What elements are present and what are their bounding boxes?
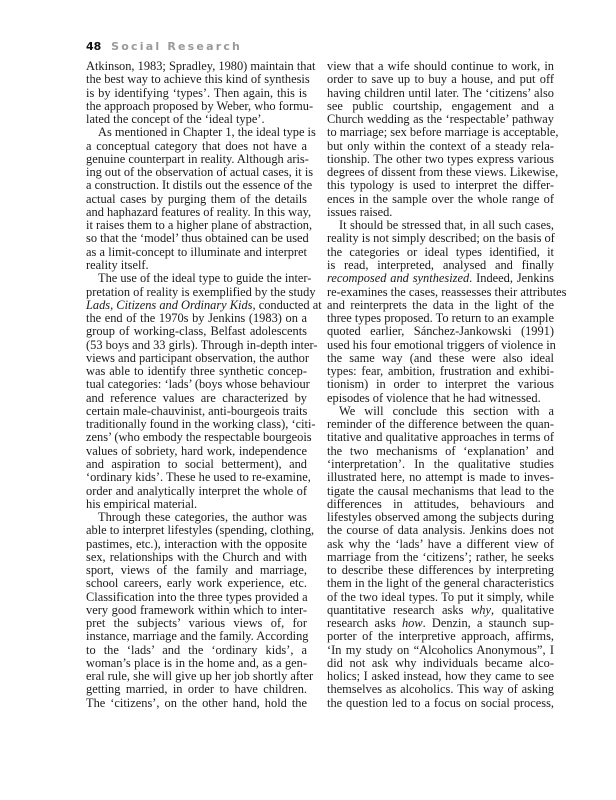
- text-line: was able to identify three synthetic concep-: [86, 364, 307, 379]
- text-line: Atkinson, 1983; Spradley, 1980) maintain that: [86, 59, 316, 73]
- text-line: view that a wife should continue to work, in: [327, 59, 554, 73]
- running-header: [86, 40, 242, 53]
- text-segment: , qualitative: [490, 602, 554, 617]
- text-line: Church wedding as the ‘respectable’ pathway: [327, 112, 554, 127]
- text-line: We will conclude this section with a: [339, 403, 554, 418]
- text-line: instance, marriage and the family. According: [86, 629, 309, 644]
- text-line: lated the concept of the ‘ideal type’.: [86, 112, 265, 127]
- text-line: able to interpret lifestyles (spending, clothing,: [86, 523, 315, 538]
- text-line: to marriage; sex before marriage is acceptable,: [327, 125, 559, 140]
- text-line: did not ask why individuals became alco-: [327, 655, 554, 670]
- text-line: reminder of the difference between the quan-: [327, 417, 554, 432]
- text-line: ‘In my study on “Alcoholics Anonymous”, I: [327, 642, 554, 657]
- text-line: a conceptual category that does not have a: [86, 138, 307, 153]
- text-line: re-examines the cases, reassesses their attributes: [327, 284, 567, 299]
- text-line: certain male-chauvinist, anti-bourgeois traits: [86, 403, 308, 418]
- text-line: is by identifying ‘types’. Then again, this is: [86, 85, 307, 100]
- text-line: and reinterprets the data in the light of the: [327, 297, 554, 312]
- text-line: marriage from the ‘citizens’; rather, he seeks: [327, 549, 554, 564]
- left-column: [86, 59, 322, 710]
- text-line: sex, relationships with the Church and with: [86, 549, 307, 564]
- text-line: Classification into the three types provided a: [86, 589, 308, 604]
- text-line: illustrated here, no attempt is made to inves-: [327, 470, 554, 485]
- text-line: very good framework within which to inter-: [86, 602, 307, 617]
- text-line: order to save up to buy a house, and put off: [327, 72, 554, 87]
- text-line: porter of the interpretive approach, affirms,: [327, 629, 554, 644]
- text-line: three types proposed. To return to an example: [327, 311, 554, 326]
- text-line: the same way (and these were also ideal: [327, 350, 554, 365]
- text-line: tigate the causal mechanisms that lead to the: [327, 483, 554, 498]
- text-line: a construction. It distils out the essence of the: [86, 178, 313, 193]
- text-line: the approach proposed by Weber, who formu-: [86, 98, 314, 113]
- text-line: actual cases by purging them of the details: [86, 191, 307, 206]
- text-line: the best way to achieve this kind of synthesis: [86, 72, 310, 87]
- text-line: as a limit-concept to illuminate and interpret: [86, 244, 307, 259]
- text-line: ing out of the observation of actual cases, it is: [86, 165, 314, 180]
- text-line: traditionally found in the working class), ‘citi-: [86, 417, 316, 432]
- text-line: holics; I asked instead, how they came to see: [327, 669, 554, 684]
- text-line: them in the light of the general characteristics: [327, 576, 554, 591]
- text-line: is read, interpreted, analysed and finally: [327, 257, 554, 272]
- text-line: group of working-class, Belfast adolescents: [86, 324, 307, 339]
- text-line: episodes of violence that he had witnessed.: [327, 390, 541, 405]
- text-line: woman’s place is in the home and, as a gen-: [86, 655, 307, 670]
- text-line: [327, 272, 554, 285]
- text-line: and reference values are characterized by: [86, 390, 307, 405]
- italic-text: how: [401, 616, 423, 631]
- text-line: [327, 604, 554, 617]
- text-line: the course of data analysis. Jenkins does not: [327, 523, 554, 538]
- text-line: (53 boys and 33 girls). Through in-depth inter-: [86, 337, 318, 352]
- italic-text: recomposed and synthesized: [327, 271, 470, 286]
- text-line: ask why the ‘lads’ have a different view of: [327, 536, 554, 551]
- text-line: lifestyles observed among the subjects during: [327, 510, 554, 525]
- text-line: to the ‘lads’ and the ‘ordinary kids’, a: [86, 642, 307, 657]
- text-line: [86, 297, 322, 312]
- text-segment: . Indeed, Jenkins: [469, 271, 554, 286]
- text-line: issues raised.: [327, 204, 393, 219]
- text-line: titative and qualitative approaches in terms of: [327, 430, 554, 445]
- text-line: the question led to a focus on social process,: [327, 695, 554, 710]
- text-line: to describe these differences by interpreting: [327, 563, 554, 578]
- text-line: ‘ordinary kids’. These he used to re-examine,: [86, 470, 311, 485]
- text-line: tionship. The other two types express various: [327, 151, 554, 166]
- text-line: getting married, in order to have children.: [86, 682, 307, 697]
- text-line: ‘interpretation’. In the qualitative studies: [327, 456, 554, 471]
- text-line: see public courtship, engagement and a: [327, 98, 554, 113]
- text-line: It should be stressed that, in all such cases,: [339, 218, 554, 233]
- text-line: school careers, early work experience, etc.: [86, 576, 307, 591]
- text-line: having children until later. The ‘citizens’ also: [327, 85, 554, 100]
- text-line: tual categories: ‘lads’ (boys whose behaviour: [86, 377, 310, 392]
- text-line: The ‘citizens’, on the other hand, hold the: [86, 695, 307, 710]
- text-line: eral rule, she will give up her job shortly after: [86, 669, 314, 684]
- text-line: the two mechanisms of ‘explanation’ and: [327, 443, 554, 458]
- text-line: The use of the ideal type to guide the inter-: [98, 271, 312, 286]
- text-line: differences in attitudes, behaviours and: [327, 496, 554, 511]
- text-line: ences in the sample over the whole range of: [327, 191, 554, 206]
- text-segment: research asks: [327, 616, 402, 631]
- text-line: the categories or ideal types identified, it: [327, 244, 554, 259]
- text-line: As mentioned in Chapter 1, the ideal type is: [98, 125, 316, 140]
- text-line: pastimes, etc.), interaction with the opposite: [86, 536, 307, 551]
- text-line: and aspiration to social betterment), and: [86, 456, 307, 471]
- text-line: used his four emotional triggers of violence in: [327, 337, 556, 352]
- text-line: views and participant observation, the author: [86, 350, 309, 365]
- text-segment: quantitative research asks: [327, 602, 471, 617]
- text-line: it raises them to a higher plane of abstraction,: [86, 218, 313, 233]
- text-line: [327, 617, 554, 630]
- text-line: degrees of dissent from these views. Likewise,: [327, 165, 559, 180]
- text-line: but only within the context of a steady rela-: [327, 138, 554, 153]
- text-line: genuine counterpart in reality. Although aris-: [86, 151, 309, 166]
- text-line: sport, views of the family and marriage,: [86, 563, 307, 578]
- text-line: types: fear, ambition, frustration and exhibi-: [327, 364, 554, 379]
- text-line: order and analytically interpret the whole of: [86, 483, 307, 498]
- text-line: his empirical material.: [86, 496, 198, 511]
- page-number: 48: [86, 40, 102, 53]
- right-column: [327, 59, 567, 710]
- text-line: quoted earlier, Sánchez-Jankowski (1991): [327, 324, 554, 339]
- text-segment: conducted at: [255, 297, 322, 312]
- text-line: themselves as alcoholics. This way of asking: [327, 682, 554, 697]
- text-line: reality is not simply described; on the basis of: [327, 231, 555, 246]
- text-line: pret the subjects’ various views of, for: [86, 616, 307, 631]
- text-segment: . Denzin, a staunch sup-: [422, 616, 554, 631]
- text-line: tionism) in order to interpret the various: [327, 377, 554, 392]
- italic-text: why: [471, 602, 491, 617]
- text-line: of the two ideal types. To put it simply, while: [327, 589, 554, 604]
- text-line: the end of the 1970s by Jenkins (1983) on a: [86, 311, 307, 326]
- text-line: Through these categories, the author was: [98, 510, 307, 525]
- text-line: zens’ (who embody the respectable bourgeois: [86, 430, 312, 445]
- text-line: pretation of reality is exemplified by the study: [86, 284, 316, 299]
- italic-text: Lads, Citizens and Ordinary Kids,: [86, 297, 256, 312]
- text-line: this typology is used to interpret the differ-: [327, 178, 554, 193]
- text-line: so that the ‘model’ thus obtained can be used: [86, 231, 309, 246]
- text-line: and haphazard features of reality. In this way,: [86, 204, 312, 219]
- text-line: values of sobriety, hard work, independence: [86, 443, 307, 458]
- text-line: reality itself.: [86, 257, 149, 272]
- running-title: Social Research: [111, 40, 243, 53]
